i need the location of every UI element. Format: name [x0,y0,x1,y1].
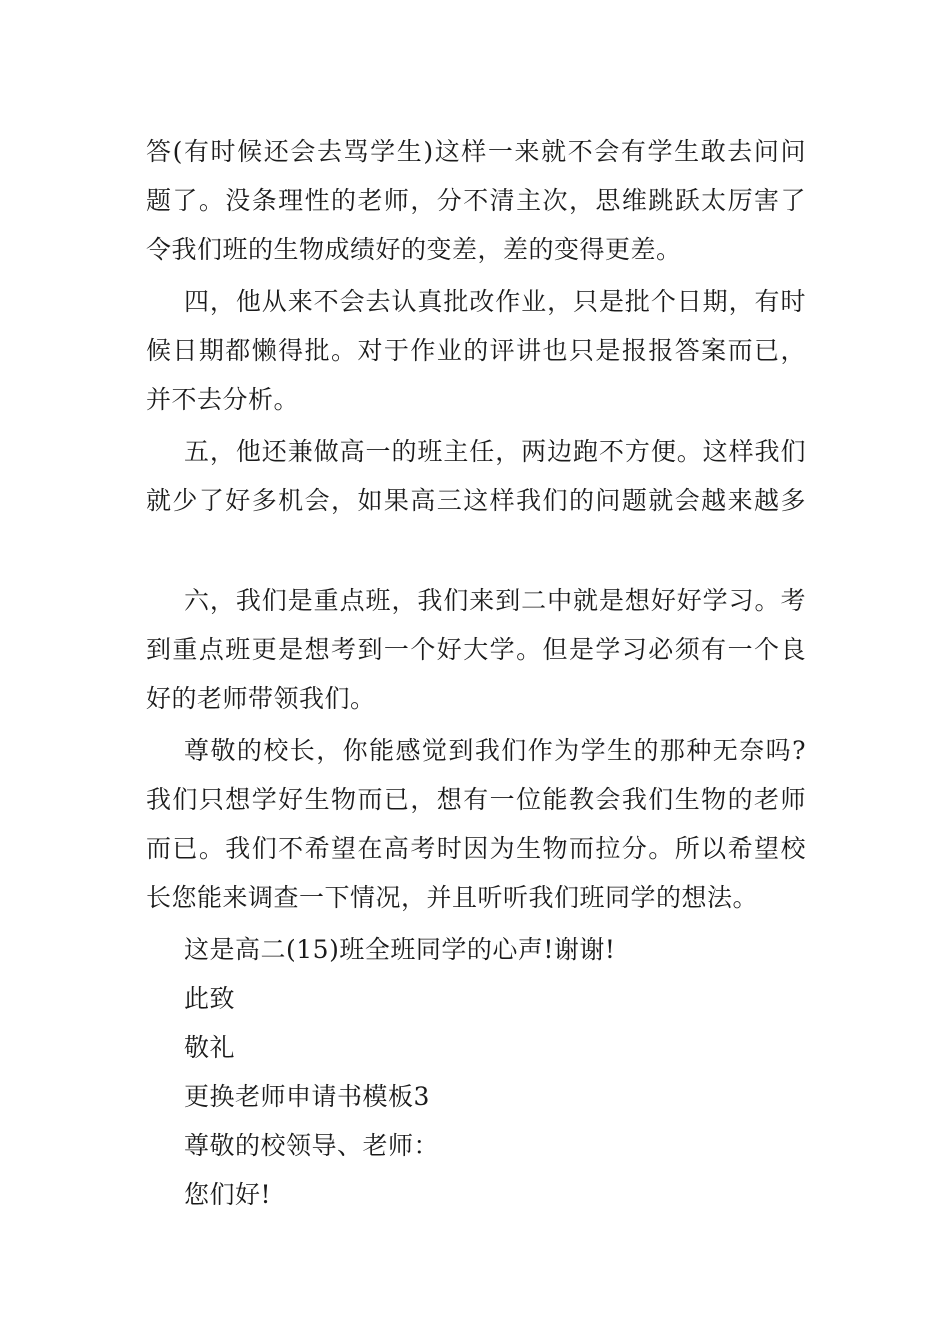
paragraph-principal-line: 尊敬的校长，你能感觉到我们作为学生的那种无奈吗? [184,736,806,765]
closing-salutation: 此致 [184,984,236,1013]
template-title: 更换老师申请书模板3 [184,1082,430,1111]
text-line: 令我们班的生物成绩好的变差，差的变得更差。 [146,235,682,264]
text-line: 而已。我们不希望在高考时因为生物而拉分。所以希望校 [146,834,806,863]
text-line: 到重点班更是想考到一个好大学。但是学习必须有一个良 [146,635,806,664]
closing-regards: 敬礼 [184,1033,236,1062]
text-line: 答(有时候还会去骂学生)这样一来就不会有学生敢去问问 [146,137,806,166]
letter-greeting: 尊敬的校领导、老师： [184,1131,440,1160]
letter-hello: 您们好! [184,1180,272,1209]
text-line: 长您能来调查一下情况，并且听听我们班同学的想法。 [146,883,759,912]
class-voice-line: 这是高二(15)班全班同学的心声!谢谢! [184,935,616,964]
text-line: 好的老师带领我们。 [146,684,376,713]
paragraph-six-line: 六，我们是重点班，我们来到二中就是想好好学习。考 [184,586,806,615]
text-line: 候日期都懒得批。对于作业的评讲也只是报报答案而已， [146,336,806,365]
text-line: 并不去分析。 [146,385,300,414]
text-line: 题了。没条理性的老师，分不清主次，思维跳跃太厉害了 [146,186,806,215]
paragraph-four-line: 四，他从来不会去认真批改作业，只是批个日期，有时 [184,287,806,316]
text-line: 我们只想学好生物而已，想有一位能教会我们生物的老师 [146,785,806,814]
text-line: 就少了好多机会，如果高三这样我们的问题就会越来越多 [146,486,806,515]
paragraph-five-line: 五，他还兼做高一的班主任，两边跑不方便。这样我们 [184,437,806,466]
